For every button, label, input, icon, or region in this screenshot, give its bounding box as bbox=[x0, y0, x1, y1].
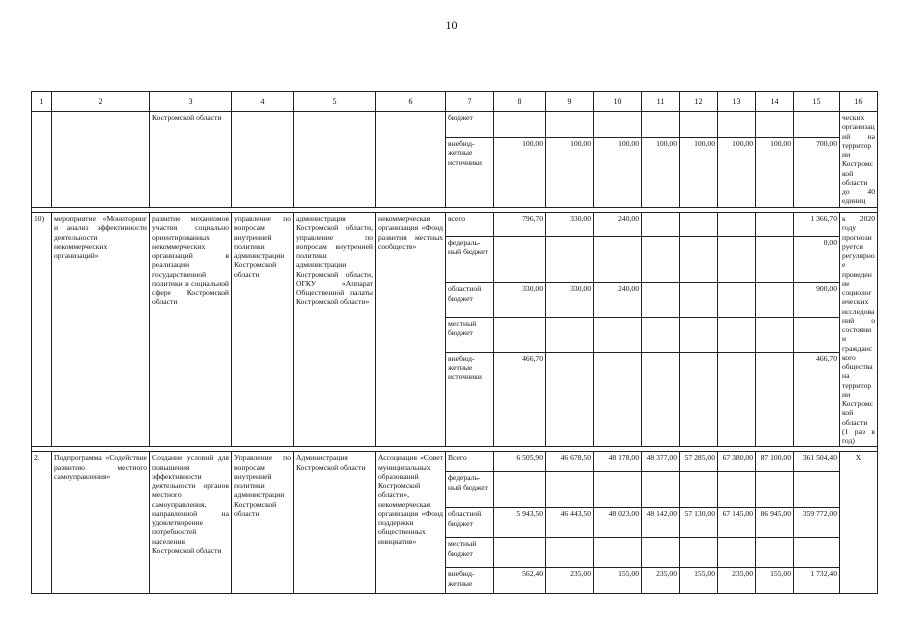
cell-source: местный бюджет bbox=[446, 317, 494, 352]
program-table bbox=[31, 91, 878, 594]
cell-participants: некоммерческая организация «Фонд развития местных сообществ» bbox=[376, 213, 446, 447]
cell-value bbox=[718, 283, 756, 318]
cell-value: 87 100,00 bbox=[756, 452, 794, 472]
cell-value: 6 505,90 bbox=[494, 452, 546, 472]
header-col-3: 3 bbox=[150, 92, 232, 112]
cell-coordinator: Управление по вопросам внутренней политики администрации Костромской области bbox=[232, 452, 294, 594]
cell-value bbox=[642, 352, 680, 447]
cell-value: 67 380,00 bbox=[718, 452, 756, 472]
cell-value bbox=[756, 283, 794, 318]
cell-value: 46 443,50 bbox=[546, 508, 594, 538]
cell-result: к 2020 году прогнозируется регулярное проведение социологических исследований о состоянии гражданского общества на территории Костромской области (1 раз в год) bbox=[840, 213, 878, 447]
cell-value bbox=[594, 538, 642, 568]
cell-value bbox=[718, 317, 756, 352]
cell-value bbox=[680, 283, 718, 318]
cell-executors: администрация Костромской области, управление по вопросам внутренней политики администрации Костромской области, ОГКУ «Аппарат Общественной палаты Костромской области» bbox=[294, 213, 376, 447]
cell-name bbox=[52, 112, 150, 208]
cell-value: 48 142,00 bbox=[642, 508, 680, 538]
cell-value bbox=[756, 317, 794, 352]
cell-value: 48 377,00 bbox=[642, 452, 680, 472]
cell-value: 155,00 bbox=[594, 568, 642, 594]
cell-value bbox=[718, 472, 756, 508]
table-row bbox=[32, 112, 878, 138]
cell-value: 700,00 bbox=[794, 138, 840, 208]
header-col-6: 6 bbox=[376, 92, 446, 112]
header-col-7: 7 bbox=[446, 92, 494, 112]
cell-executors: Администрация Костромской области bbox=[294, 452, 376, 594]
cell-value bbox=[594, 352, 642, 447]
cell-participants: Ассоциация «Совет муниципальных образований Костромской области», некоммерческая организация «Фонд поддержки общественных инициатив» bbox=[376, 452, 446, 594]
cell-source: Всего bbox=[446, 452, 494, 472]
cell-source: внебюд-жетные источники bbox=[446, 138, 494, 208]
cell-value: 155,00 bbox=[756, 568, 794, 594]
cell-value bbox=[718, 352, 756, 447]
cell-value bbox=[642, 213, 680, 237]
header-col-11: 11 bbox=[642, 92, 680, 112]
cell-source: местный бюджет bbox=[446, 538, 494, 568]
header-col-15: 15 bbox=[794, 92, 840, 112]
cell-value: 562,40 bbox=[494, 568, 546, 594]
cell-value bbox=[680, 538, 718, 568]
cell-value: 5 943,50 bbox=[494, 508, 546, 538]
cell-value bbox=[794, 112, 840, 138]
cell-value bbox=[718, 538, 756, 568]
header-col-13: 13 bbox=[718, 92, 756, 112]
cell-value bbox=[756, 213, 794, 237]
cell-goal: Костромской области bbox=[150, 112, 232, 208]
cell-value: 100,00 bbox=[494, 138, 546, 208]
page-number: 10 bbox=[445, 18, 458, 32]
cell-value: 46 678,50 bbox=[546, 452, 594, 472]
cell-goal: Создание условий для повышения эффективности деятельности органов местного самоуправления, направленной на удовлетворение потребностей населения Костромской области bbox=[150, 452, 232, 594]
cell-value: 235,00 bbox=[546, 568, 594, 594]
cell-value bbox=[680, 317, 718, 352]
cell-source: внебюд-жетные источники bbox=[446, 352, 494, 447]
cell-value: 466,70 bbox=[794, 352, 840, 447]
cell-value bbox=[756, 472, 794, 508]
cell-name: мероприятие «Мониторинг и анализ эффективности деятельности некоммерческих организаций» bbox=[52, 213, 150, 447]
cell-value: 155,00 bbox=[680, 568, 718, 594]
header-col-2: 2 bbox=[52, 92, 150, 112]
cell-value bbox=[680, 112, 718, 138]
cell-value bbox=[642, 112, 680, 138]
header-col-16: 16 bbox=[840, 92, 878, 112]
cell-value bbox=[494, 237, 546, 283]
cell-source: федераль-ный бюджет bbox=[446, 472, 494, 508]
table-row bbox=[32, 213, 878, 237]
cell-value bbox=[756, 112, 794, 138]
cell-value: 100,00 bbox=[756, 138, 794, 208]
cell-value bbox=[546, 112, 594, 138]
cell-value bbox=[756, 237, 794, 283]
cell-num bbox=[32, 112, 52, 208]
cell-value bbox=[494, 538, 546, 568]
cell-value bbox=[794, 317, 840, 352]
cell-value: 48 178,00 bbox=[594, 452, 642, 472]
cell-value bbox=[546, 237, 594, 283]
cell-value: 100,00 bbox=[546, 138, 594, 208]
cell-value: 1 732,40 bbox=[794, 568, 840, 594]
cell-value: 100,00 bbox=[594, 138, 642, 208]
cell-value bbox=[546, 352, 594, 447]
cell-value bbox=[680, 352, 718, 447]
cell-value: 361 504,40 bbox=[794, 452, 840, 472]
cell-source: бюджет bbox=[446, 112, 494, 138]
cell-value bbox=[494, 472, 546, 508]
cell-name: Подпрограмма «Содействие развитию местного самоуправления» bbox=[52, 452, 150, 594]
cell-value bbox=[594, 317, 642, 352]
header-col-9: 9 bbox=[546, 92, 594, 112]
cell-value: 330,00 bbox=[546, 213, 594, 237]
cell-num: 10) bbox=[32, 213, 52, 447]
cell-value bbox=[494, 317, 546, 352]
cell-source: внебюд-жетные bbox=[446, 568, 494, 594]
cell-value: 0,00 bbox=[794, 237, 840, 283]
cell-value bbox=[546, 472, 594, 508]
cell-executors bbox=[294, 112, 376, 208]
cell-coordinator bbox=[232, 112, 294, 208]
cell-value bbox=[642, 538, 680, 568]
cell-value bbox=[494, 112, 546, 138]
header-col-14: 14 bbox=[756, 92, 794, 112]
table-row bbox=[32, 452, 878, 472]
cell-value: 57 285,00 bbox=[680, 452, 718, 472]
cell-value bbox=[794, 472, 840, 508]
cell-source: областной бюджет bbox=[446, 283, 494, 318]
cell-value: 1 366,70 bbox=[794, 213, 840, 237]
cell-source: федераль-ный бюджет bbox=[446, 237, 494, 283]
cell-value: 67 145,00 bbox=[718, 508, 756, 538]
header-col-5: 5 bbox=[294, 92, 376, 112]
cell-value bbox=[718, 237, 756, 283]
header-row bbox=[32, 92, 878, 112]
cell-value: 48 023,00 bbox=[594, 508, 642, 538]
cell-value: 235,00 bbox=[642, 568, 680, 594]
cell-value bbox=[756, 352, 794, 447]
cell-value: 100,00 bbox=[680, 138, 718, 208]
cell-goal: развитие механизмов участия социально ориентированных некоммерческих организаций в реализации государственной политики в социальной сфере Костромской области bbox=[150, 213, 232, 447]
cell-value: 57 130,00 bbox=[680, 508, 718, 538]
cell-source: областной бюджет bbox=[446, 508, 494, 538]
cell-coordinator: управление по вопросам внутренней политики администрации Костромской области bbox=[232, 213, 294, 447]
cell-result: ческих организаций на территории Костромской области до 40 единиц bbox=[840, 112, 878, 208]
cell-source: всего bbox=[446, 213, 494, 237]
cell-value bbox=[680, 237, 718, 283]
cell-value: 330,00 bbox=[546, 283, 594, 318]
cell-value bbox=[680, 472, 718, 508]
header-col-10: 10 bbox=[594, 92, 642, 112]
cell-value bbox=[642, 317, 680, 352]
cell-value bbox=[594, 112, 642, 138]
cell-value: 796,70 bbox=[494, 213, 546, 237]
cell-value: 359 772,00 bbox=[794, 508, 840, 538]
cell-value bbox=[756, 538, 794, 568]
cell-value bbox=[594, 472, 642, 508]
cell-num: 2. bbox=[32, 452, 52, 594]
cell-value: 100,00 bbox=[642, 138, 680, 208]
cell-value: 100,00 bbox=[718, 138, 756, 208]
cell-result: Х bbox=[840, 452, 878, 594]
cell-value: 240,00 bbox=[594, 283, 642, 318]
header-col-4: 4 bbox=[232, 92, 294, 112]
cell-value bbox=[794, 538, 840, 568]
cell-value bbox=[642, 283, 680, 318]
header-col-12: 12 bbox=[680, 92, 718, 112]
cell-value bbox=[642, 472, 680, 508]
cell-value bbox=[642, 237, 680, 283]
cell-value: 235,00 bbox=[718, 568, 756, 594]
cell-value bbox=[546, 538, 594, 568]
header-col-1: 1 bbox=[32, 92, 52, 112]
cell-value: 240,00 bbox=[594, 213, 642, 237]
cell-value bbox=[718, 213, 756, 237]
cell-value: 466,70 bbox=[494, 352, 546, 447]
cell-value: 900,00 bbox=[794, 283, 840, 318]
header-col-8: 8 bbox=[494, 92, 546, 112]
cell-value: 86 945,00 bbox=[756, 508, 794, 538]
cell-value bbox=[546, 317, 594, 352]
cell-value bbox=[594, 237, 642, 283]
cell-value: 330,00 bbox=[494, 283, 546, 318]
cell-value bbox=[718, 112, 756, 138]
cell-value bbox=[680, 213, 718, 237]
cell-participants bbox=[376, 112, 446, 208]
